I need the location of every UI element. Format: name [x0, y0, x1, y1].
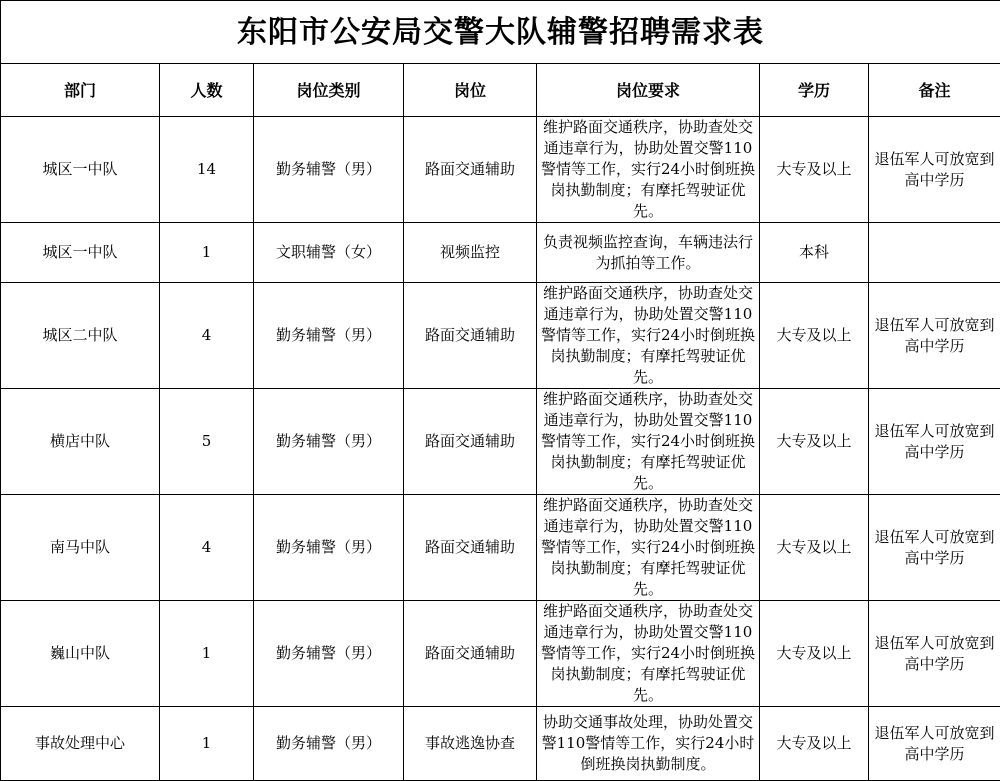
header-education: 学历 [760, 64, 869, 117]
table-row [1, 495, 1000, 601]
notes-cell: 退伍军人可放宽到高中学历 [869, 601, 1000, 707]
position-cell: 路面交通辅助 [404, 117, 537, 223]
notes-cell: 退伍军人可放宽到高中学历 [869, 389, 1000, 495]
education-cell: 大专及以上 [760, 707, 869, 781]
header-count: 人数 [160, 64, 254, 117]
notes-cell: 退伍军人可放宽到高中学历 [869, 495, 1000, 601]
count-cell: 4 [160, 283, 254, 389]
category-cell: 勤务辅警（男） [254, 283, 404, 389]
count-cell: 1 [160, 601, 254, 707]
requirements-cell: 维护路面交通秩序，协助查处交通违章行为，协助处置交警110警情等工作，实行24小时倒班换岗执勤制度；有摩托驾驶证优先。 [537, 601, 760, 707]
position-cell: 路面交通辅助 [404, 389, 537, 495]
category-cell: 勤务辅警（男） [254, 117, 404, 223]
requirements-cell: 维护路面交通秩序，协助查处交通违章行为，协助处置交警110警情等工作，实行24小时倒班换岗执勤制度；有摩托驾驶证优先。 [537, 117, 760, 223]
count-cell: 5 [160, 389, 254, 495]
table-row [1, 707, 1000, 781]
notes-cell: 退伍军人可放宽到高中学历 [869, 707, 1000, 781]
education-cell: 大专及以上 [760, 495, 869, 601]
table-row [1, 223, 1000, 283]
dept-cell: 城区一中队 [1, 223, 160, 283]
table-row [1, 117, 1000, 223]
requirements-cell: 协助交通事故处理，协助处置交警110警情等工作，实行24小时倒班换岗执勤制度。 [537, 707, 760, 781]
dept-cell: 城区二中队 [1, 283, 160, 389]
requirements-cell: 维护路面交通秩序，协助查处交通违章行为，协助处置交警110警情等工作，实行24小时倒班换岗执勤制度；有摩托驾驶证优先。 [537, 283, 760, 389]
category-cell: 文职辅警（女） [254, 223, 404, 283]
requirements-cell: 维护路面交通秩序，协助查处交通违章行为，协助处置交警110警情等工作，实行24小时倒班换岗执勤制度；有摩托驾驶证优先。 [537, 495, 760, 601]
notes-cell [869, 223, 1000, 283]
dept-cell: 横店中队 [1, 389, 160, 495]
category-cell: 勤务辅警（男） [254, 601, 404, 707]
header-row [1, 64, 1000, 117]
table-row [1, 283, 1000, 389]
dept-cell: 南马中队 [1, 495, 160, 601]
notes-cell: 退伍军人可放宽到高中学历 [869, 283, 1000, 389]
title-row [1, 1, 1000, 64]
header-position: 岗位 [404, 64, 537, 117]
position-cell: 路面交通辅助 [404, 495, 537, 601]
count-cell: 1 [160, 707, 254, 781]
notes-cell: 退伍军人可放宽到高中学历 [869, 117, 1000, 223]
count-cell: 1 [160, 223, 254, 283]
position-cell: 路面交通辅助 [404, 601, 537, 707]
category-cell: 勤务辅警（男） [254, 495, 404, 601]
dept-cell: 事故处理中心 [1, 707, 160, 781]
position-cell: 路面交通辅助 [404, 283, 537, 389]
category-cell: 勤务辅警（男） [254, 707, 404, 781]
education-cell: 大专及以上 [760, 283, 869, 389]
position-cell: 事故逃逸协查 [404, 707, 537, 781]
dept-cell: 巍山中队 [1, 601, 160, 707]
table-row [1, 601, 1000, 707]
requirements-cell: 维护路面交通秩序，协助查处交通违章行为，协助处置交警110警情等工作，实行24小时倒班换岗执勤制度；有摩托驾驶证优先。 [537, 389, 760, 495]
table-title: 东阳市公安局交警大队辅警招聘需求表 [1, 1, 1000, 64]
header-category: 岗位类别 [254, 64, 404, 117]
position-cell: 视频监控 [404, 223, 537, 283]
education-cell: 本科 [760, 223, 869, 283]
education-cell: 大专及以上 [760, 117, 869, 223]
dept-cell: 城区一中队 [1, 117, 160, 223]
category-cell: 勤务辅警（男） [254, 389, 404, 495]
count-cell: 4 [160, 495, 254, 601]
requirements-cell: 负责视频监控查询，车辆违法行为抓拍等工作。 [537, 223, 760, 283]
header-requirements: 岗位要求 [537, 64, 760, 117]
count-cell: 14 [160, 117, 254, 223]
header-dept: 部门 [1, 64, 160, 117]
education-cell: 大专及以上 [760, 389, 869, 495]
header-notes: 备注 [869, 64, 1000, 117]
table-row [1, 389, 1000, 495]
education-cell: 大专及以上 [760, 601, 869, 707]
